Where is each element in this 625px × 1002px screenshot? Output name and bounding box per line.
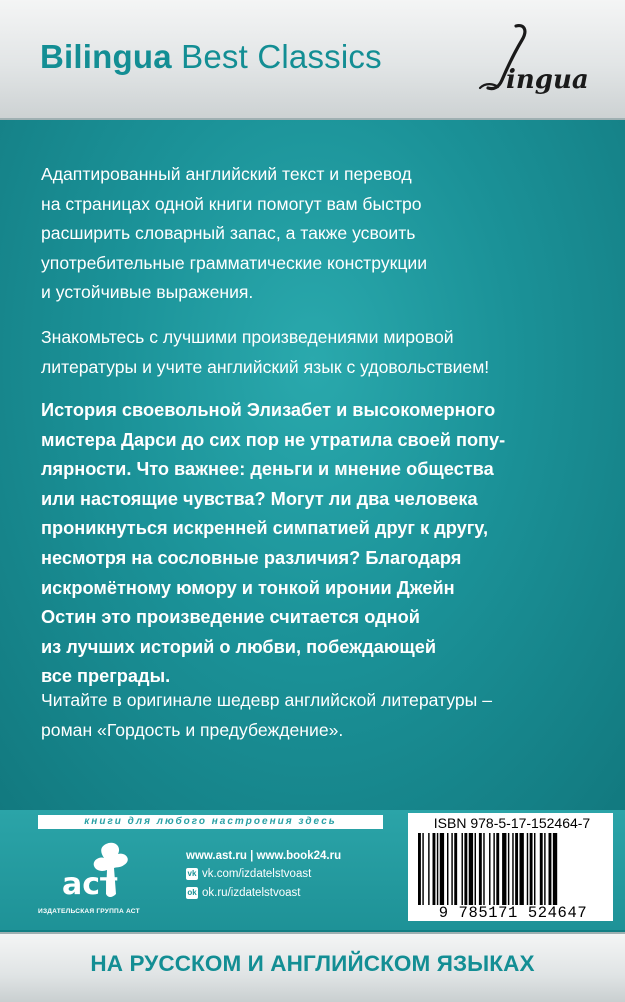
barcode-bar (469, 833, 473, 905)
invitation-paragraph: Знакомьтесь с лучшими произведениями мировой литературы и учите английский язык с удовольствием! (41, 327, 490, 377)
series-title (40, 38, 382, 76)
barcode-bar (530, 833, 533, 905)
barcode-bar (462, 833, 463, 905)
websites-link[interactable]: www.ast.ru | www.book24.ru (186, 850, 342, 862)
barcode-bar (502, 833, 506, 905)
barcode-digits: 9 785171 524647 (438, 904, 588, 922)
barcode-bar (454, 833, 457, 905)
languages-label: НА РУССКОМ И АНГЛИЙСКОМ ЯЗЫКАХ (90, 951, 535, 976)
barcode-bar (489, 833, 490, 905)
barcode-bar (437, 833, 438, 905)
intro-paragraph: Адаптированный английский текст и перевод на страницах одной книги помогут вам быстро расширить словарный запас, а также усвоить употребительные грамматические конструкции и устойчивые выражения. (41, 164, 428, 303)
barcode-bar (428, 833, 429, 905)
barcode-bar (479, 833, 482, 905)
vk-link[interactable] (186, 868, 311, 880)
svg-text:ingua: ingua (506, 65, 589, 95)
tagline: книги для любого настроения здесь (84, 816, 337, 827)
barcode-bar (483, 833, 484, 905)
ast-logo-icon (60, 838, 150, 903)
barcode-bar (515, 833, 518, 905)
closing-paragraph: Читайте в оригинале шедевр английской литературы – роман «Гордость и предубеждение». (41, 690, 492, 740)
barcode-bar (496, 833, 499, 905)
barcode-bar (512, 833, 513, 905)
barcode-bar (549, 833, 552, 905)
description-panel (0, 120, 625, 810)
lingua-logo-icon (472, 20, 592, 100)
series-title-bold: Bilingua (40, 38, 172, 75)
barcode-bar (520, 833, 524, 905)
barcode-bar (508, 833, 509, 905)
barcode-bar (433, 833, 436, 905)
barcode-bar (451, 833, 452, 905)
vk-link-label: vk.com/izdatelstvoast (202, 868, 312, 880)
barcode-bar (418, 833, 421, 905)
barcode-bar (527, 833, 528, 905)
barcode-bar (534, 833, 535, 905)
isbn-label: ISBN 978-5-17-152464-7 (433, 815, 591, 831)
barcode-bar (464, 833, 467, 905)
barcode-bar (544, 833, 545, 905)
barcode-icon (416, 833, 610, 905)
ok-icon: ok (187, 888, 197, 897)
barcode-bar (422, 833, 423, 905)
ok-link-label: ok.ru/izdatelstvoast (202, 887, 301, 899)
ok-link[interactable] (186, 887, 300, 899)
barcode-bar (553, 833, 557, 905)
barcode-bar (440, 833, 444, 905)
series-title-rest: Best Classics (171, 38, 382, 75)
barcode-bar (447, 833, 448, 905)
vk-icon: vk (187, 869, 197, 878)
ast-logo-text: аст (62, 867, 118, 902)
barcode-bar (540, 833, 543, 905)
story-paragraph: История своевольной Элизабет и высокомерного мистера Дарси до сих пор не утратила своей попу- лярности. Что важнее: деньги и мнение общества или настоящие чувства? Могут ли два человека проникнуться искренней симпатией друг к другу, несмотря на сословные различия? Благодаря искромётному юмору и тонкой иронии Джейн Остин это произведение считается одной из лучших историй о любви, побеждающей все преграды. (41, 400, 506, 687)
barcode-bar (475, 833, 476, 905)
barcode-bar (493, 833, 494, 905)
publisher-group-label: ИЗДАТЕЛЬСКАЯ ГРУППА АСТ (38, 908, 140, 915)
